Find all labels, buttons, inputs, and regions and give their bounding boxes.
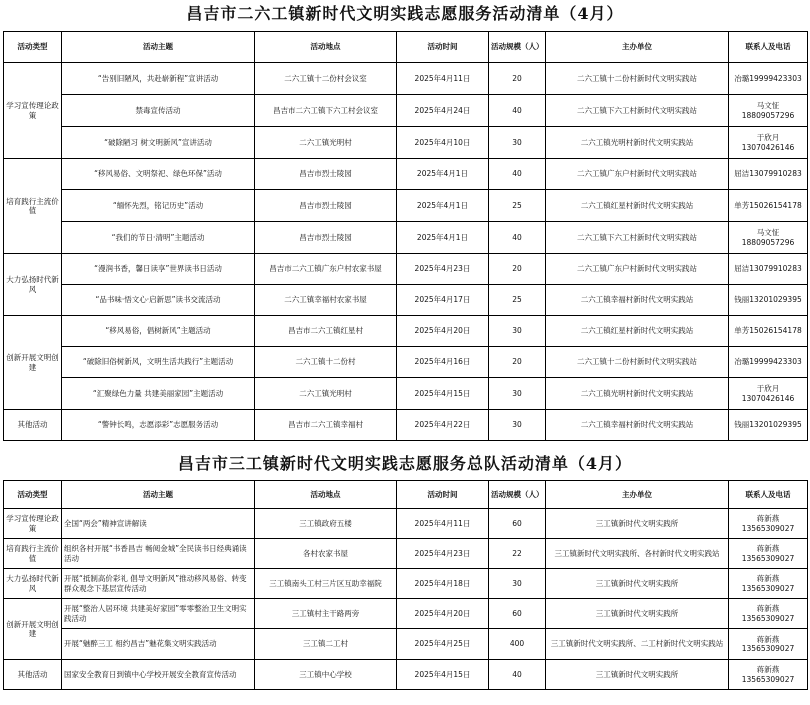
- cell-time: 2025年4月23日: [397, 539, 489, 569]
- cell-time: 2025年4月20日: [397, 599, 489, 629]
- activity-category: 其他活动: [4, 660, 62, 690]
- cell-org: 二六工镇下六工村新时代文明实践站: [546, 222, 729, 254]
- cell-org: 二六工镇广东户村新时代文明实践站: [546, 159, 729, 190]
- table-row: [4, 347, 808, 378]
- activity-category: 创新开展文明创建: [4, 599, 62, 660]
- cell-theme: 开展“抵制高价彩礼 倡导文明新风”推动移风易俗、转变群众观念下基层宣传活动: [62, 569, 255, 599]
- cell-org: 三工镇新时代文明实践所、二工村新时代文明实践站: [546, 629, 729, 660]
- cell-time: 2025年4月25日: [397, 629, 489, 660]
- table-row: [4, 159, 808, 190]
- activity-category: 其他活动: [4, 410, 62, 441]
- cell-theme: “汇聚绿色力量 共建美丽家园”主题活动: [62, 378, 255, 410]
- cell-theme: 开展“整治人居环境 共建美好家园”零零整治卫生文明实践活动: [62, 599, 255, 629]
- cell-contact: 冶璐19999423303: [729, 347, 808, 378]
- column-header: 活动主题: [62, 32, 255, 63]
- cell-scale: 60: [489, 509, 546, 539]
- cell-org: 三工镇新时代文明实践所: [546, 599, 729, 629]
- cell-scale: 40: [489, 222, 546, 254]
- cell-place: 昌吉市二六工镇下六工村会议室: [255, 95, 397, 127]
- cell-time: 2025年4月15日: [397, 378, 489, 410]
- cell-time: 2025年4月11日: [397, 509, 489, 539]
- column-header: 活动类型: [4, 481, 62, 509]
- cell-scale: 60: [489, 599, 546, 629]
- cell-scale: 20: [489, 347, 546, 378]
- cell-place: 昌吉市烈士陵园: [255, 190, 397, 222]
- cell-contact: 冶璐19999423303: [729, 63, 808, 95]
- cell-theme: “我们的节日·清明”主题活动: [62, 222, 255, 254]
- activity-category: 培育践行主流价值: [4, 539, 62, 569]
- cell-scale: 40: [489, 159, 546, 190]
- column-header: 活动主题: [62, 481, 255, 509]
- column-header: 联系人及电话: [729, 481, 808, 509]
- cell-scale: 25: [489, 285, 546, 316]
- cell-scale: 25: [489, 190, 546, 222]
- cell-org: 二六工镇光明村新时代文明实践站: [546, 378, 729, 410]
- cell-contact: 马文怔18809057296: [729, 222, 808, 254]
- cell-contact: 钱丽13201029395: [729, 285, 808, 316]
- cell-org: 二六工镇十二份村新时代文明实践站: [546, 63, 729, 95]
- cell-theme: “警钟长鸣，志愿添彩”志愿服务活动: [62, 410, 255, 441]
- activity-category: 创新开展文明创建: [4, 316, 62, 410]
- activity-category: 大力弘扬时代新风: [4, 569, 62, 599]
- cell-scale: 20: [489, 254, 546, 285]
- cell-contact: 蒋新燕13565309027: [729, 569, 808, 599]
- activity-table-erliugong: [3, 31, 808, 441]
- table-row: [4, 254, 808, 285]
- cell-contact: 蒋新燕13565309027: [729, 629, 808, 660]
- table-row: [4, 222, 808, 254]
- cell-place: 二六工镇十二份村: [255, 347, 397, 378]
- cell-contact: 单芳15026154178: [729, 190, 808, 222]
- cell-theme: 禁毒宣传活动: [62, 95, 255, 127]
- cell-theme: “破除旧俗树新风，文明生活共践行”主题活动: [62, 347, 255, 378]
- activity-category: 培育践行主流价值: [4, 159, 62, 254]
- cell-org: 二六工镇下六工村新时代文明实践站: [546, 95, 729, 127]
- cell-theme: “移风易俗、文明祭祀、绿色环保”活动: [62, 159, 255, 190]
- cell-theme: 组织各村开展“书香昌吉 畅阅金城”全民读书日经典诵读活动: [62, 539, 255, 569]
- column-header: 活动时间: [397, 481, 489, 509]
- cell-contact: 单芳15026154178: [729, 316, 808, 347]
- table1-title: 昌吉市二六工镇新时代文明实践志愿服务活动清单（4月）: [186, 4, 624, 23]
- table-row: [4, 285, 808, 316]
- cell-contact: 蒋新燕13565309027: [729, 509, 808, 539]
- cell-time: 2025年4月11日: [397, 63, 489, 95]
- table2-title: 昌吉市三工镇新时代文明实践志愿服务总队活动清单（4月）: [177, 454, 633, 473]
- cell-theme: 开展“魅醉三工 相约昌吉”魅花集文明实践活动: [62, 629, 255, 660]
- table-row: [4, 629, 808, 660]
- cell-time: 2025年4月18日: [397, 569, 489, 599]
- cell-time: 2025年4月16日: [397, 347, 489, 378]
- cell-place: 昌吉市二六工镇广东户村农家书屋: [255, 254, 397, 285]
- cell-place: 各村农家书屋: [255, 539, 397, 569]
- activity-category: 学习宣传理论政策: [4, 509, 62, 539]
- cell-theme: “告别旧陋风，共赴崭新程”宣讲活动: [62, 63, 255, 95]
- cell-contact: 于欣月13070426146: [729, 378, 808, 410]
- table-row: [4, 410, 808, 441]
- cell-contact: 蒋新燕13565309027: [729, 599, 808, 629]
- table-row: [4, 63, 808, 95]
- table-row: [4, 316, 808, 347]
- column-header: 活动规模（人）: [489, 32, 546, 63]
- cell-place: 昌吉市烈士陵园: [255, 159, 397, 190]
- cell-place: 二六工镇光明村: [255, 127, 397, 159]
- activity-category: 学习宣传理论政策: [4, 63, 62, 159]
- cell-scale: 30: [489, 316, 546, 347]
- cell-org: 二六工镇幸福村新时代文明实践站: [546, 285, 729, 316]
- table-row: [4, 127, 808, 159]
- column-header: 活动地点: [255, 32, 397, 63]
- column-header: 联系人及电话: [729, 32, 808, 63]
- cell-place: 三工镇政府五楼: [255, 509, 397, 539]
- cell-org: 二六工镇光明村新时代文明实践站: [546, 127, 729, 159]
- cell-time: 2025年4月10日: [397, 127, 489, 159]
- column-header: 活动规模（人）: [489, 481, 546, 509]
- cell-org: 三工镇新时代文明实践所: [546, 569, 729, 599]
- column-header: 主办单位: [546, 32, 729, 63]
- column-header: 活动时间: [397, 32, 489, 63]
- cell-org: 二六工镇红星村新时代文明实践站: [546, 190, 729, 222]
- activity-category: 大力弘扬时代新风: [4, 254, 62, 316]
- column-header: 主办单位: [546, 481, 729, 509]
- table-row: [4, 190, 808, 222]
- cell-time: 2025年4月22日: [397, 410, 489, 441]
- cell-contact: 蒋新燕13565309027: [729, 660, 808, 690]
- table-row: [4, 660, 808, 690]
- cell-place: 二六工镇光明村: [255, 378, 397, 410]
- cell-org: 二六工镇广东户村新时代文明实践站: [546, 254, 729, 285]
- cell-scale: 40: [489, 660, 546, 690]
- cell-contact: 蒋新燕13565309027: [729, 539, 808, 569]
- cell-org: 三工镇新时代文明实践所: [546, 509, 729, 539]
- cell-place: 昌吉市烈士陵园: [255, 222, 397, 254]
- cell-org: 三工镇新时代文明实践所: [546, 660, 729, 690]
- table-row: [4, 95, 808, 127]
- cell-scale: 30: [489, 410, 546, 441]
- cell-contact: 屈洁13079910283: [729, 159, 808, 190]
- cell-contact: 于欣月13070426146: [729, 127, 808, 159]
- cell-time: 2025年4月15日: [397, 660, 489, 690]
- cell-org: 三工镇新时代文明实践所、各村新时代文明实践站: [546, 539, 729, 569]
- cell-theme: “破除陋习 树文明新风”宣讲活动: [62, 127, 255, 159]
- cell-time: 2025年4月1日: [397, 190, 489, 222]
- cell-place: 三工镇二工村: [255, 629, 397, 660]
- table-row: [4, 599, 808, 629]
- cell-scale: 400: [489, 629, 546, 660]
- cell-time: 2025年4月1日: [397, 222, 489, 254]
- cell-place: 二六工镇十二份村会议室: [255, 63, 397, 95]
- cell-theme: “品书味·悟文心·启新思”读书交流活动: [62, 285, 255, 316]
- cell-contact: 马文怔18809057296: [729, 95, 808, 127]
- cell-scale: 20: [489, 63, 546, 95]
- cell-contact: 屈洁13079910283: [729, 254, 808, 285]
- cell-theme: “缅怀先烈，铭记历史”活动: [62, 190, 255, 222]
- column-header: 活动地点: [255, 481, 397, 509]
- cell-scale: 40: [489, 95, 546, 127]
- table-header-row: [4, 481, 808, 509]
- cell-time: 2025年4月17日: [397, 285, 489, 316]
- cell-org: 二六工镇红星村新时代文明实践站: [546, 316, 729, 347]
- cell-scale: 30: [489, 127, 546, 159]
- column-header: 活动类型: [4, 32, 62, 63]
- cell-time: 2025年4月20日: [397, 316, 489, 347]
- table-row: [4, 569, 808, 599]
- cell-place: 三工镇南头工村三片区互助幸福院: [255, 569, 397, 599]
- cell-theme: 全国“两会”精神宣讲解读: [62, 509, 255, 539]
- cell-time: 2025年4月24日: [397, 95, 489, 127]
- table-header-row: [4, 32, 808, 63]
- cell-scale: 22: [489, 539, 546, 569]
- cell-org: 二六工镇幸福村新时代文明实践站: [546, 410, 729, 441]
- cell-org: 二六工镇十二份村新时代文明实践站: [546, 347, 729, 378]
- cell-place: 三工镇村主干路两旁: [255, 599, 397, 629]
- table-row: [4, 378, 808, 410]
- cell-place: 昌吉市二六工镇幸福村: [255, 410, 397, 441]
- table-row: [4, 539, 808, 569]
- cell-theme: 国家安全教育日到镇中心学校开展安全教育宣传活动: [62, 660, 255, 690]
- cell-place: 三工镇中心学校: [255, 660, 397, 690]
- cell-scale: 30: [489, 569, 546, 599]
- cell-time: 2025年4月1日: [397, 159, 489, 190]
- cell-place: 二六工镇幸福村农家书屋: [255, 285, 397, 316]
- table-row: [4, 509, 808, 539]
- cell-scale: 30: [489, 378, 546, 410]
- activity-table-sangong: [3, 480, 808, 690]
- cell-theme: “漫润书香，馨日读享”世界读书日活动: [62, 254, 255, 285]
- cell-time: 2025年4月23日: [397, 254, 489, 285]
- cell-contact: 钱丽13201029395: [729, 410, 808, 441]
- cell-place: 昌吉市二六工镇红星村: [255, 316, 397, 347]
- cell-theme: “移风易俗，倡树新风”主题活动: [62, 316, 255, 347]
